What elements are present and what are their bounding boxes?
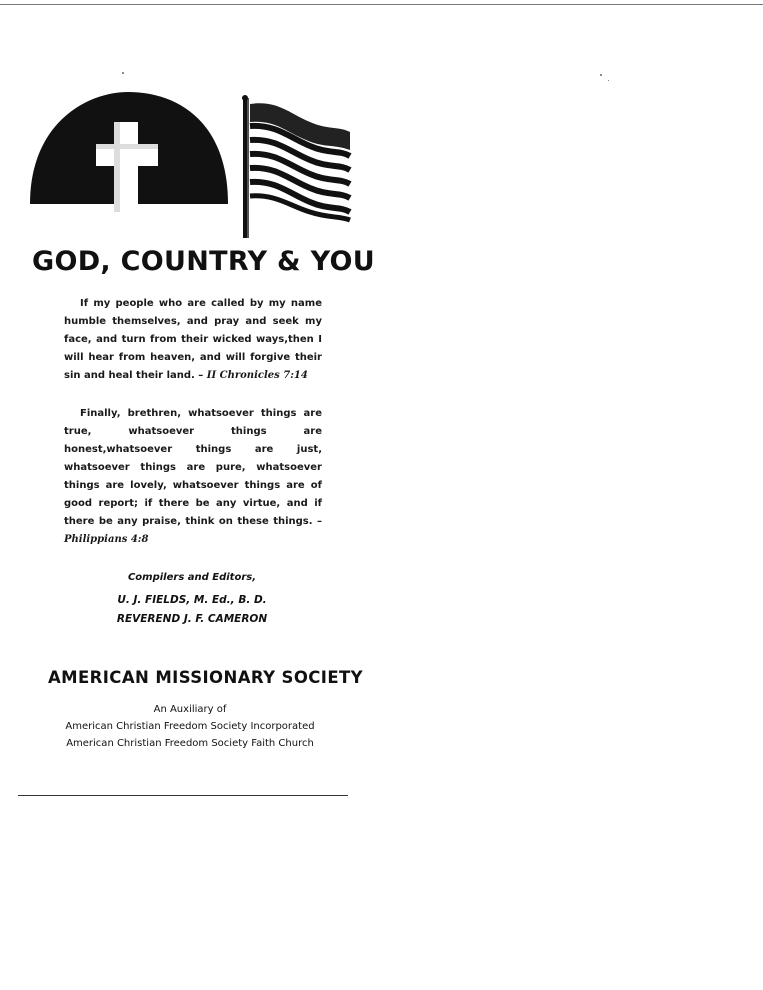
credits-heading: Compilers and Editors, [127,572,257,583]
cross-dome-icon [30,92,228,212]
society-name: AMERICAN MISSIONARY SOCIETY [48,668,363,687]
credits-block [92,570,292,627]
affiliate-name: American Christian Freedom Society Incorporated [65,721,315,732]
verse-reference: Philippians 4:8 [64,534,149,545]
editor-name: U. J. FIELDS, M. Ed., B. D. [117,594,267,606]
editor-name: REVEREND J. F. CAMERON [116,613,268,625]
affiliate-name: American Christian Freedom Society Faith Church [66,738,314,749]
verse-text: Finally, brethren, whatsoever things are true, whatsoever things are honest,whatsoever things are just, whatsoever things are pure, whatsoever things are lovely, whatsoever things are of good report; if there be any virtue, and if there be any praise, think on these things. – Philippians 4:8 [64,408,322,545]
top-rule [0,4,763,5]
auxiliary-label: An Auxiliary of [153,704,227,715]
verse-reference: II Chronicles 7:14 [206,370,308,381]
scan-speck [608,80,609,81]
verse-philippians [64,405,322,549]
affiliation-block [40,701,340,752]
verse-chronicles [64,295,322,385]
american-flag-icon [242,95,350,238]
scan-speck [122,72,124,74]
scan-speck [600,74,602,76]
page-title: GOD, COUNTRY & YOU [32,246,375,277]
bottom-rule [18,795,348,796]
verse-text: If my people who are called by my name humble themselves, and pray and seek my face, and turn from their wicked ways,then I will hear from heaven, and will forgive their sin and heal their land. – II Chronicles 7:14 [64,298,322,381]
emblem [28,92,358,242]
